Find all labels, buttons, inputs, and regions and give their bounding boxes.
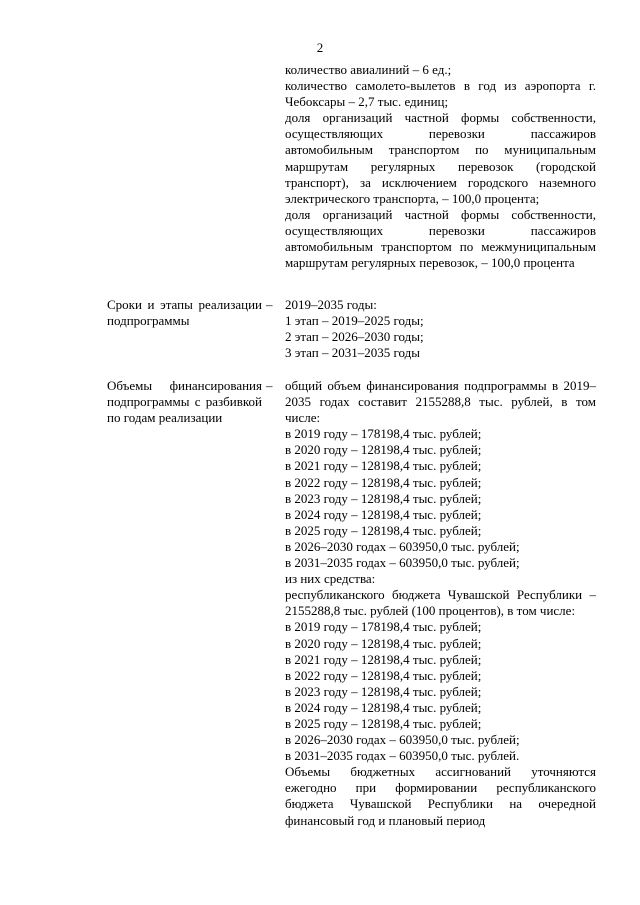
financing-line: в 2023 году – 128198,4 тыс. рублей; (285, 683, 482, 699)
terms-line: 3 этап – 2031–2035 годы (285, 345, 420, 361)
financing-label: Объемы финансирования подпрограммы с разбивкой по годам реализации (107, 378, 262, 426)
financing-line: в 2021 году – 128198,4 тыс. рублей; (285, 651, 482, 667)
financing-line: в 2026–2030 годах – 603950,0 тыс. рублей; (285, 732, 520, 748)
indicators-list (285, 62, 596, 271)
page-number: 2 (316, 40, 324, 55)
financing-line: в 2026–2030 годах – 603950,0 тыс. рублей; (285, 538, 520, 554)
terms-lines (285, 297, 596, 361)
financing-line: в 2031–2035 годах – 603950,0 тыс. рублей; (285, 555, 520, 571)
financing-line: в 2022 году – 128198,4 тыс. рублей; (285, 474, 482, 490)
indicator-item: количество самолето-вылетов в год из аэропорта г. Чебоксары – 2,7 тыс. единиц; (285, 78, 596, 110)
indicator-item: количество авиалиний – 6 ед.; (285, 62, 452, 77)
financing-dash: – (266, 378, 273, 393)
financing-line: в 2020 году – 128198,4 тыс. рублей; (285, 442, 482, 458)
terms-dash: – (266, 297, 273, 312)
financing-line: в 2024 году – 128198,4 тыс. рублей; (285, 699, 482, 715)
financing-line: республиканского бюджета Чувашской Республики – 2155288,8 тыс. рублей (100 процентов), в том числе: (285, 587, 596, 619)
financing-line: из них средства: (285, 571, 376, 587)
financing-line: в 2023 году – 128198,4 тыс. рублей; (285, 490, 482, 506)
financing-line: в 2019 году – 178198,4 тыс. рублей; (285, 426, 482, 442)
financing-line: в 2022 году – 128198,4 тыс. рублей; (285, 667, 482, 683)
indicator-item: доля организаций частной формы собственности, осуществляющих перевозки пассажиров автомобильным транспортом по межмуниципальным маршрутам регулярных перевозок, – 100,0 процента (285, 206, 596, 271)
financing-line: в 2025 году – 128198,4 тыс. рублей; (285, 715, 482, 731)
financing-line: общий объем финансирования подпрограммы в 2019–2035 годах составит 2155288,8 тыс. рублей, в том числе: (285, 378, 596, 426)
terms-line: 1 этап – 2019–2025 годы; (285, 313, 424, 329)
financing-line: в 2031–2035 годах – 603950,0 тыс. рублей. (285, 748, 520, 764)
terms-label: Сроки и этапы реализации подпрограммы (107, 297, 262, 329)
financing-line: в 2021 году – 128198,4 тыс. рублей; (285, 458, 482, 474)
financing-line: Объемы бюджетных ассигнований уточняются ежегодно при формировании республиканского бюджета Чувашской Республики на очередной финансовый год и плановый период (285, 764, 596, 828)
financing-line: в 2020 году – 128198,4 тыс. рублей; (285, 635, 482, 651)
financing-line: в 2019 году – 178198,4 тыс. рублей; (285, 619, 482, 635)
terms-line: 2019–2035 годы: (285, 297, 377, 312)
financing-line: в 2025 году – 128198,4 тыс. рублей; (285, 522, 482, 538)
terms-line: 2 этап – 2026–2030 годы; (285, 329, 424, 345)
financing-line: в 2024 году – 128198,4 тыс. рублей; (285, 506, 482, 522)
indicator-item: доля организаций частной формы собственности, осуществляющих перевозки пассажиров автомобильным транспортом по муниципальным маршрутам регулярных перевозок (городской транспорт), за исключением городского наземного электрического транспорта, – 100,0 процента; (285, 110, 596, 206)
financing-lines (285, 378, 596, 829)
